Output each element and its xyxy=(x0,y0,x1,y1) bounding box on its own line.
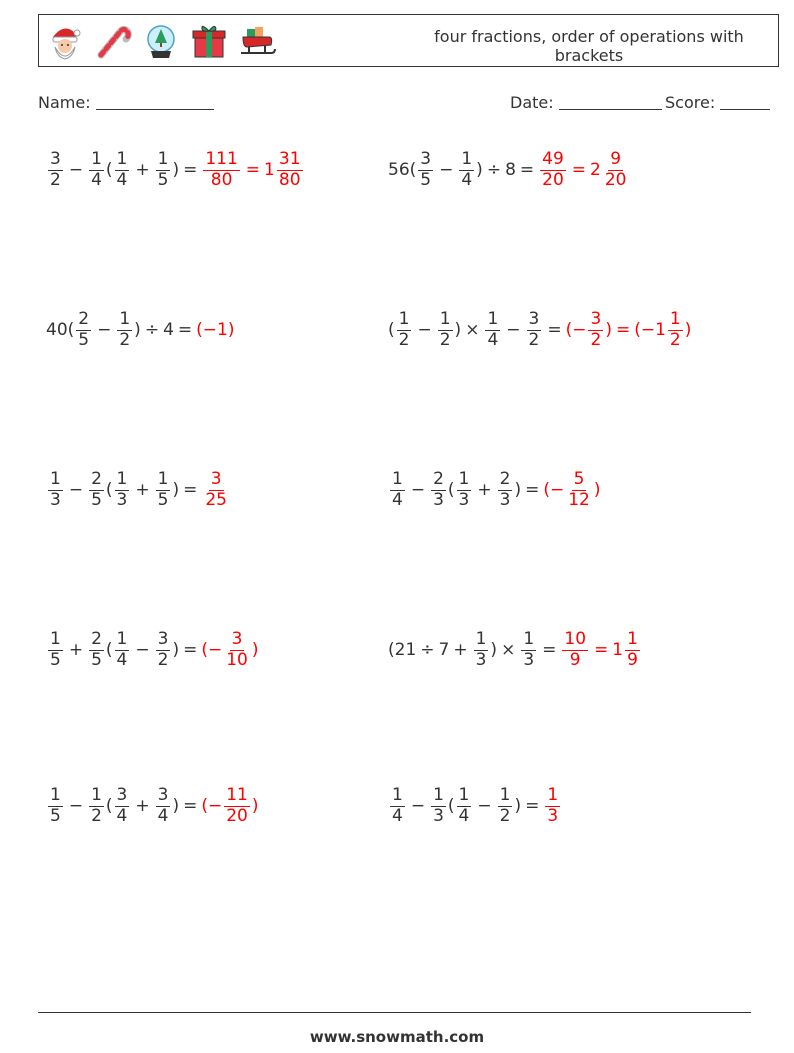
fraction xyxy=(521,630,536,670)
candy-cane-icon xyxy=(93,21,133,61)
fraction-numerator: 49 xyxy=(542,148,564,169)
operator: − xyxy=(68,160,84,180)
fraction-denominator: 10 xyxy=(226,649,248,670)
fraction-denominator: 3 xyxy=(499,489,511,510)
fraction xyxy=(89,150,104,190)
fraction-numerator: 1 xyxy=(392,468,403,489)
expression-text: (− xyxy=(543,480,565,500)
fraction xyxy=(588,310,603,350)
answer xyxy=(201,150,304,190)
fraction xyxy=(224,786,250,826)
fraction-denominator: 4 xyxy=(116,649,128,670)
problem-9 xyxy=(46,776,259,836)
expression-text: ( xyxy=(388,320,395,340)
fraction-denominator: 2 xyxy=(528,329,540,350)
expression-text: ) xyxy=(134,320,141,340)
fraction-numerator: 1 xyxy=(50,784,61,805)
answer xyxy=(196,320,234,340)
fraction-numerator: 3 xyxy=(420,148,432,169)
fraction xyxy=(277,150,303,190)
operator: = xyxy=(571,160,587,180)
sleigh-icon xyxy=(237,21,277,61)
operator: = xyxy=(542,640,557,660)
fraction-numerator: 1 xyxy=(433,784,444,805)
fraction-denominator: 20 xyxy=(604,169,627,190)
expression-text: ( xyxy=(447,480,455,500)
fraction-numerator: 1 xyxy=(458,784,470,805)
expression-text: 4 xyxy=(163,320,174,340)
fraction-denominator: 3 xyxy=(475,649,487,670)
expression-text: (21 xyxy=(388,640,417,660)
operator: − xyxy=(417,320,432,340)
fraction xyxy=(115,470,130,510)
operator: = xyxy=(519,160,535,180)
expression-text: ( xyxy=(105,160,113,180)
fraction xyxy=(438,310,453,350)
date-label: Date: xyxy=(510,93,554,112)
fraction-numerator: 3 xyxy=(116,784,128,805)
operator: + xyxy=(135,480,150,500)
fraction-denominator: 4 xyxy=(116,805,128,826)
expression-text: ) xyxy=(476,160,483,180)
fraction xyxy=(76,310,91,350)
worksheet-header xyxy=(38,14,779,67)
fraction-denominator: 5 xyxy=(78,329,90,350)
fraction-numerator: 1 xyxy=(157,148,169,169)
fraction-denominator: 5 xyxy=(50,805,61,826)
fraction-numerator: 1 xyxy=(475,628,487,649)
operator: = xyxy=(615,320,631,340)
fraction-numerator: 1 xyxy=(461,148,473,169)
expression-text: (− xyxy=(201,796,223,816)
fraction-denominator: 3 xyxy=(433,805,444,826)
fraction-numerator: 1 xyxy=(398,308,410,329)
operator: ÷ xyxy=(420,640,435,660)
score-label: Score: xyxy=(665,93,716,112)
answer xyxy=(201,786,258,826)
footer-website: www.snowmath.com xyxy=(309,1028,485,1046)
fraction xyxy=(397,310,412,350)
fraction-numerator: 2 xyxy=(499,468,511,489)
operator: ÷ xyxy=(486,160,502,180)
fraction-denominator: 20 xyxy=(226,805,248,826)
problem-2 xyxy=(388,140,631,200)
fraction xyxy=(390,786,405,826)
fraction-denominator: 2 xyxy=(91,805,102,826)
expression-text: 40( xyxy=(46,320,75,340)
fraction-numerator: 3 xyxy=(590,308,602,329)
fraction-numerator: 1 xyxy=(116,628,128,649)
expression-text: 1 xyxy=(612,640,624,660)
fraction xyxy=(527,310,542,350)
fraction-numerator: 2 xyxy=(433,468,444,489)
fraction-denominator: 4 xyxy=(116,169,128,190)
fraction-numerator: 3 xyxy=(157,628,169,649)
operator: × xyxy=(465,320,480,340)
fraction-denominator: 2 xyxy=(439,329,451,350)
expression-text: ) xyxy=(454,320,462,340)
operator: = xyxy=(245,160,261,180)
fraction xyxy=(390,470,405,510)
fraction-numerator: 1 xyxy=(119,308,131,329)
fraction xyxy=(48,470,63,510)
fraction xyxy=(89,786,104,826)
fraction-denominator: 4 xyxy=(487,329,499,350)
problem-10 xyxy=(388,776,562,836)
expression-text: ) xyxy=(514,480,522,500)
header-icons xyxy=(45,21,277,61)
expression-text: ( xyxy=(105,640,113,660)
operator: = xyxy=(183,796,198,816)
fraction xyxy=(418,150,433,190)
date-blank[interactable] xyxy=(559,109,662,110)
fraction xyxy=(474,630,489,670)
operator: = xyxy=(547,320,562,340)
fraction xyxy=(625,630,640,670)
fraction-numerator: 111 xyxy=(205,148,238,169)
operator: = xyxy=(183,480,198,500)
fraction xyxy=(545,786,560,826)
fraction-denominator: 2 xyxy=(499,805,511,826)
operator: = xyxy=(525,796,540,816)
fraction-numerator: 1 xyxy=(669,308,681,329)
expression-text: ( xyxy=(105,796,113,816)
operator: − xyxy=(135,640,150,660)
fraction-denominator: 80 xyxy=(278,169,301,190)
expression-text: ) xyxy=(172,480,180,500)
operator: = xyxy=(525,480,540,500)
fraction xyxy=(156,630,171,670)
operator: + xyxy=(68,640,84,660)
answer xyxy=(560,630,642,670)
fraction xyxy=(156,786,171,826)
fraction xyxy=(224,630,250,670)
operator: − xyxy=(410,796,426,816)
expression-text: 2 xyxy=(590,160,601,180)
date-field xyxy=(510,93,662,112)
expression-text: ) xyxy=(172,796,180,816)
fraction xyxy=(48,150,63,190)
answer xyxy=(538,150,630,190)
problem-5 xyxy=(46,460,231,520)
footer-divider xyxy=(38,1012,751,1013)
fraction-numerator: 1 xyxy=(91,148,102,169)
operator: − xyxy=(68,796,84,816)
fraction-denominator: 2 xyxy=(590,329,602,350)
fraction xyxy=(115,786,130,826)
operator: ÷ xyxy=(144,320,160,340)
expression-text: (−1) xyxy=(196,320,235,340)
fraction-denominator: 5 xyxy=(91,489,102,510)
worksheet-title: four fractions, order of operations with brackets xyxy=(434,27,744,65)
expression-text: ) xyxy=(172,640,180,660)
expression-text: ) xyxy=(251,796,259,816)
operator: + xyxy=(477,480,492,500)
fraction-denominator: 2 xyxy=(157,649,169,670)
operator: − xyxy=(68,480,84,500)
fraction-numerator: 11 xyxy=(226,784,248,805)
fraction-denominator: 5 xyxy=(157,489,169,510)
fraction-denominator: 25 xyxy=(205,489,227,510)
fraction-numerator: 3 xyxy=(528,308,540,329)
problem-8 xyxy=(388,620,642,680)
fraction-numerator: 1 xyxy=(547,784,559,805)
fraction xyxy=(117,310,132,350)
fraction xyxy=(156,150,171,190)
fraction-denominator: 4 xyxy=(461,169,473,190)
answer xyxy=(543,470,600,510)
fraction xyxy=(457,786,472,826)
expression-text: ) xyxy=(490,640,498,660)
name-blank[interactable] xyxy=(96,109,214,110)
fraction-denominator: 9 xyxy=(569,649,581,670)
fraction-numerator: 1 xyxy=(392,784,403,805)
expression-text: ) xyxy=(514,796,522,816)
name-field xyxy=(38,93,214,112)
gift-icon xyxy=(189,21,229,61)
fraction xyxy=(562,630,588,670)
fraction-denominator: 3 xyxy=(458,489,470,510)
fraction xyxy=(457,470,472,510)
fraction-denominator: 4 xyxy=(458,805,470,826)
operator: = xyxy=(183,160,198,180)
fraction-denominator: 20 xyxy=(542,169,564,190)
fraction-denominator: 4 xyxy=(392,805,403,826)
fraction xyxy=(89,630,104,670)
fraction-numerator: 1 xyxy=(458,468,470,489)
fraction xyxy=(431,470,446,510)
problem-1 xyxy=(46,140,305,200)
expression-text: (−1 xyxy=(634,320,666,340)
expression-text: 7 xyxy=(438,640,450,660)
fraction-numerator: 1 xyxy=(157,468,169,489)
fraction-numerator: 1 xyxy=(91,784,102,805)
fraction xyxy=(540,150,566,190)
fraction-numerator: 1 xyxy=(50,468,61,489)
fraction-numerator: 3 xyxy=(231,628,243,649)
expression-text: (− xyxy=(201,640,223,660)
expression-text: 1 xyxy=(264,160,275,180)
operator: + xyxy=(135,796,150,816)
name-label: Name: xyxy=(38,93,91,112)
fraction-denominator: 5 xyxy=(91,649,102,670)
problem-7 xyxy=(46,620,259,680)
fraction-numerator: 5 xyxy=(573,468,585,489)
answer xyxy=(543,786,562,826)
operator: = xyxy=(183,640,198,660)
operator: + xyxy=(135,160,150,180)
fraction xyxy=(459,150,474,190)
fraction xyxy=(156,470,171,510)
fraction-numerator: 2 xyxy=(91,628,102,649)
fraction-denominator: 4 xyxy=(392,489,403,510)
operator: − xyxy=(477,796,492,816)
fraction xyxy=(498,470,513,510)
fraction xyxy=(89,470,104,510)
expression-text: (− xyxy=(565,320,587,340)
fraction-numerator: 9 xyxy=(610,148,622,169)
fraction-numerator: 2 xyxy=(91,468,102,489)
fraction-denominator: 3 xyxy=(547,805,559,826)
fraction xyxy=(431,786,446,826)
fraction-numerator: 1 xyxy=(116,148,128,169)
fraction-denominator: 3 xyxy=(523,649,535,670)
fraction-denominator: 3 xyxy=(433,489,444,510)
fraction xyxy=(203,470,229,510)
fraction xyxy=(115,630,130,670)
fraction-numerator: 1 xyxy=(499,784,511,805)
problem-4 xyxy=(388,300,691,360)
expression-text: 8 xyxy=(505,160,516,180)
expression-text: ) xyxy=(605,320,612,340)
fraction xyxy=(668,310,683,350)
fraction-denominator: 3 xyxy=(50,489,61,510)
fraction-numerator: 10 xyxy=(564,628,587,649)
operator: = xyxy=(594,640,609,660)
expression-text: ) xyxy=(172,160,180,180)
fraction xyxy=(566,470,592,510)
expression-text: ) xyxy=(251,640,259,660)
fraction-denominator: 3 xyxy=(116,489,128,510)
fraction-denominator: 4 xyxy=(91,169,102,190)
santa-icon xyxy=(45,21,85,61)
expression-text: ( xyxy=(105,480,113,500)
fraction xyxy=(603,150,629,190)
fraction-denominator: 5 xyxy=(157,169,169,190)
answer xyxy=(201,630,258,670)
operator: − xyxy=(439,160,454,180)
fraction-denominator: 9 xyxy=(627,649,638,670)
expression-text: 56( xyxy=(388,160,417,180)
problem-3 xyxy=(46,300,234,360)
fraction xyxy=(203,150,239,190)
fraction-numerator: 31 xyxy=(278,148,301,169)
fraction-numerator: 2 xyxy=(78,308,90,329)
fraction xyxy=(48,630,63,670)
fraction xyxy=(485,310,500,350)
fraction-numerator: 1 xyxy=(627,628,638,649)
fraction-denominator: 2 xyxy=(398,329,410,350)
expression-text: ) xyxy=(684,320,692,340)
fraction-numerator: 3 xyxy=(210,468,222,489)
snow-globe-icon xyxy=(141,21,181,61)
operator: = xyxy=(177,320,193,340)
fraction-denominator: 5 xyxy=(50,649,61,670)
fraction-numerator: 3 xyxy=(157,784,169,805)
fraction-denominator: 5 xyxy=(420,169,432,190)
operator: − xyxy=(97,320,112,340)
expression-text: ( xyxy=(447,796,455,816)
fraction-denominator: 2 xyxy=(119,329,131,350)
fraction-numerator: 1 xyxy=(116,468,128,489)
fraction xyxy=(48,786,63,826)
problem-6 xyxy=(388,460,601,520)
expression-text: ) xyxy=(593,480,601,500)
operator: − xyxy=(410,480,426,500)
fraction-denominator: 2 xyxy=(50,169,61,190)
fraction-numerator: 1 xyxy=(523,628,535,649)
fraction-denominator: 80 xyxy=(210,169,233,190)
fraction-denominator: 4 xyxy=(157,805,169,826)
fraction xyxy=(498,786,513,826)
fraction xyxy=(115,150,130,190)
operator: + xyxy=(453,640,468,660)
score-blank[interactable] xyxy=(720,109,770,110)
fraction-numerator: 3 xyxy=(50,148,61,169)
fraction-denominator: 12 xyxy=(568,489,590,510)
fraction-numerator: 1 xyxy=(50,628,61,649)
score-field xyxy=(665,93,770,112)
operator: − xyxy=(506,320,521,340)
fraction-denominator: 2 xyxy=(669,329,681,350)
answer xyxy=(201,470,231,510)
answer xyxy=(566,310,692,350)
fraction-numerator: 1 xyxy=(487,308,499,329)
operator: × xyxy=(501,640,516,660)
fraction-numerator: 1 xyxy=(439,308,451,329)
